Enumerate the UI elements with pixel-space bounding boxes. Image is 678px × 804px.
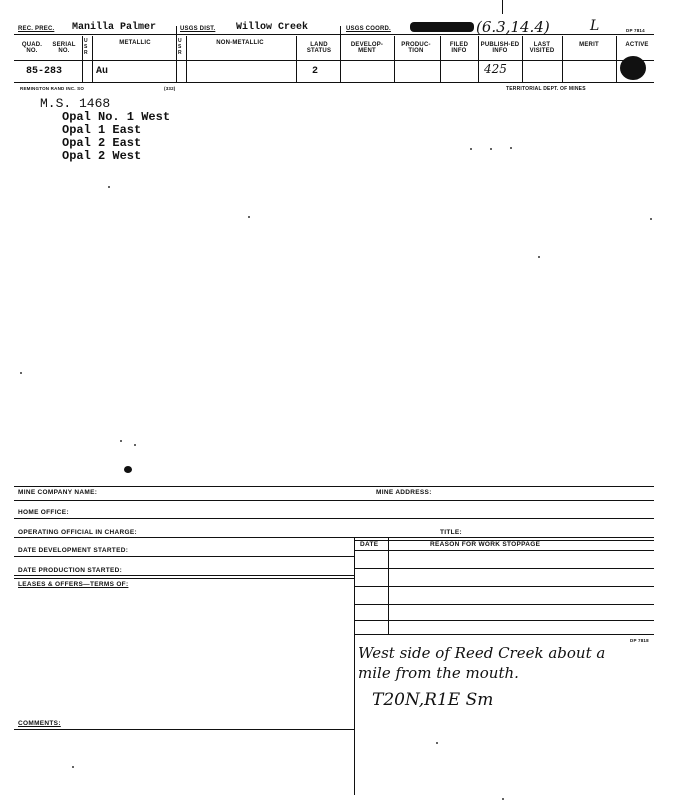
row-land-status: 2 bbox=[312, 66, 319, 77]
usgs-dist-label: USGS DIST. bbox=[180, 26, 216, 32]
ms-number: M.S. 1468 bbox=[40, 96, 111, 111]
claim-name-2: Opal 1 East bbox=[62, 123, 142, 137]
col-last-visited: LAST VISITED bbox=[529, 42, 555, 54]
printer-imprint: REMINGTON RAND INC. SO bbox=[20, 86, 85, 91]
col-merit: MERIT bbox=[579, 42, 599, 48]
note-line-2: mile from the mouth. bbox=[358, 664, 519, 682]
speck bbox=[108, 186, 110, 188]
usgs-coord-label: USGS COORD. bbox=[346, 26, 391, 32]
usgs-dist-value: Willow Creek bbox=[236, 22, 309, 33]
claim-name-1: Opal No. 1 West bbox=[62, 110, 171, 124]
col-usr-2: U S R bbox=[178, 38, 182, 56]
col-published-info: PUBLISH-ED INFO bbox=[480, 42, 520, 54]
operating-official-label: OPERATING OFFICIAL IN CHARGE: bbox=[18, 529, 137, 536]
title-label: TITLE: bbox=[440, 529, 463, 536]
col-filed-info: FILED INFO bbox=[449, 42, 469, 54]
col-development: DEVELOP-MENT bbox=[350, 42, 384, 54]
col-serial-no: SERIAL NO. bbox=[52, 42, 76, 54]
usgs-coord-value: (6.3,14.4) bbox=[476, 18, 550, 36]
reason-column-header: REASON FOR WORK STOPPAGE bbox=[430, 541, 541, 548]
speck bbox=[502, 798, 504, 800]
date-prod-started-label: DATE PRODUCTION STARTED: bbox=[18, 567, 123, 574]
mine-company-name-label: MINE COMPANY NAME: bbox=[18, 489, 98, 496]
mine-address-label: MINE ADDRESS: bbox=[376, 489, 432, 496]
speck bbox=[436, 742, 438, 744]
usgs-coord-extra: L bbox=[590, 18, 600, 34]
claim-name-4: Opal 2 West bbox=[62, 149, 142, 163]
col-metallic: METALLIC bbox=[119, 40, 151, 46]
printer-code: (332) bbox=[164, 86, 176, 91]
rec-prec-value: Manilla Palmer bbox=[72, 22, 157, 33]
row-metallic: Au bbox=[96, 66, 109, 77]
col-usr-1: U S R bbox=[84, 38, 88, 56]
speck bbox=[490, 148, 492, 150]
col-active: ACTIVE bbox=[625, 42, 649, 48]
speck bbox=[510, 147, 512, 149]
claim-name-3: Opal 2 East bbox=[62, 136, 142, 150]
ink-blot bbox=[124, 466, 132, 473]
speck bbox=[134, 444, 136, 446]
speck bbox=[20, 372, 22, 374]
home-office-label: HOME OFFICE: bbox=[18, 509, 69, 516]
col-quad-no: QUAD. NO. bbox=[21, 42, 43, 54]
speck bbox=[248, 216, 250, 218]
speck bbox=[538, 256, 540, 258]
note-line-3: T20N,R1E Sm bbox=[372, 690, 494, 710]
rec-prec-label: REC. PREC. bbox=[18, 26, 55, 32]
row-quad-serial: 85-283 bbox=[26, 66, 63, 77]
redaction-blot bbox=[410, 22, 474, 32]
note-line-1: West side of Reed Creek about a bbox=[358, 644, 606, 662]
form-code: DP 7814 bbox=[626, 28, 645, 33]
col-land-status: LAND STATUS bbox=[306, 42, 332, 54]
col-non-metallic: NON-METALLIC bbox=[216, 40, 264, 46]
comments-label: COMMENTS: bbox=[18, 720, 61, 727]
speck bbox=[650, 218, 652, 220]
active-stamp bbox=[620, 56, 646, 80]
col-production: PRODUC-TION bbox=[401, 42, 431, 54]
row-published-info: 425 bbox=[484, 62, 507, 76]
date-column-header: DATE bbox=[360, 541, 379, 548]
speck bbox=[470, 148, 472, 150]
speck bbox=[72, 766, 74, 768]
form-code-2: DP 7818 bbox=[630, 638, 649, 643]
leases-label: LEASES & OFFERS—TERMS OF: bbox=[18, 581, 129, 588]
speck bbox=[120, 440, 122, 442]
dept-name: TERRITORIAL DEPT. OF MINES bbox=[506, 86, 586, 92]
date-dev-started-label: DATE DEVELOPMENT STARTED: bbox=[18, 547, 129, 554]
